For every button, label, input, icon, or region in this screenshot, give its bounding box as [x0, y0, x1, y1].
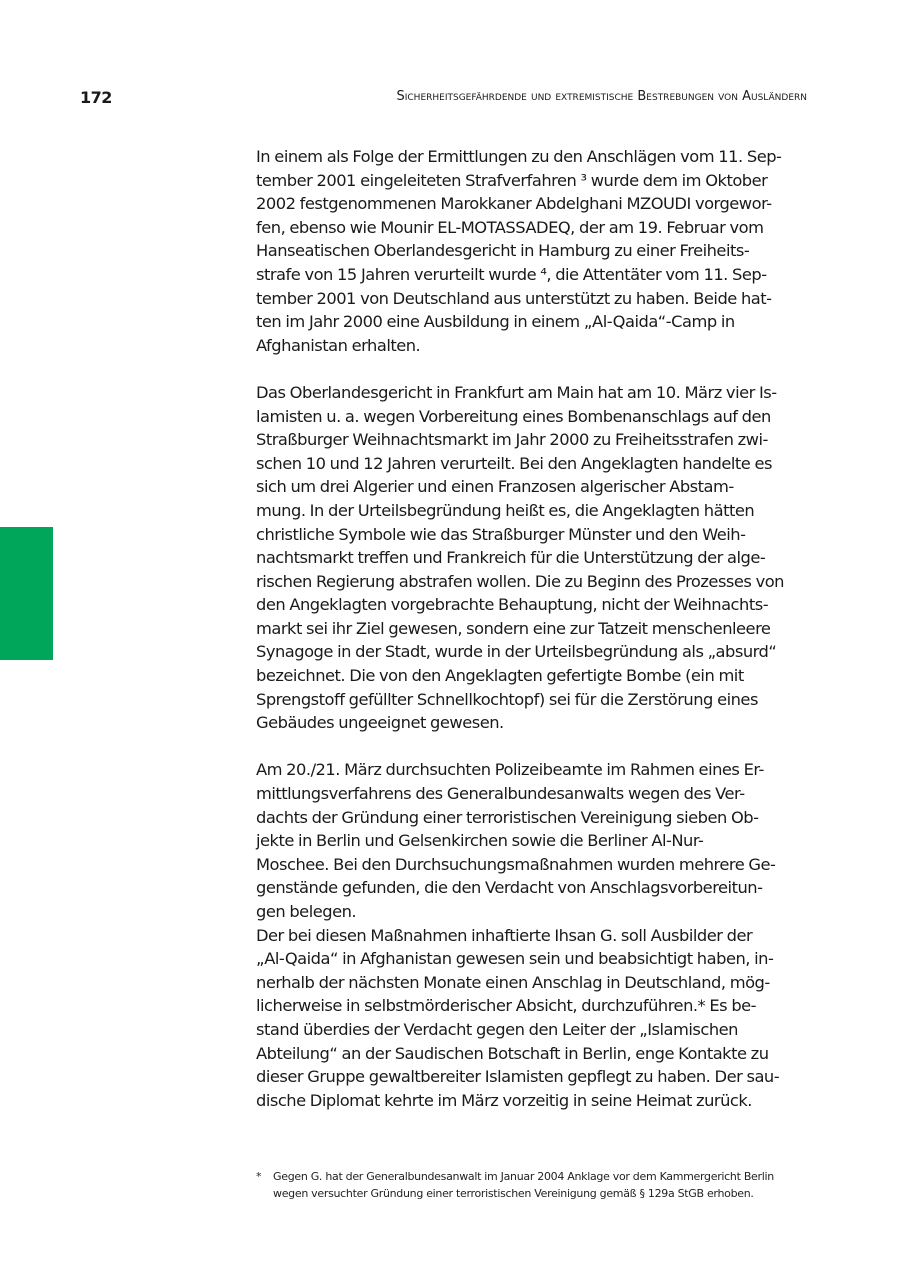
footnote-text — [273, 1168, 816, 1202]
page-number: 172 — [80, 88, 112, 107]
paragraph — [256, 758, 816, 1112]
text-line: licherweise in selbstmörderischer Absicht, durchzuführen.* Es be- — [256, 996, 757, 1016]
text-line: In einem als Folge der Ermittlungen zu den Anschlägen vom 11. Sep- — [256, 147, 782, 166]
text-line: ten im Jahr 2000 eine Ausbildung in einem „Al-Qaida“-Camp in — [256, 312, 735, 332]
text-line: tember 2001 von Deutschland aus unterstützt zu haben. Beide hat- — [256, 288, 772, 308]
text-line: mittlungsverfahrens des Generalbundesanwalts wegen des Ver- — [256, 784, 745, 804]
text-line: Am 20./21. März durchsuchten Polizeibeamte im Rahmen eines Er- — [256, 760, 764, 780]
footnote-line: Gegen G. hat der Generalbundesanwalt im Januar 2004 Anklage vor dem Kammergericht Berlin — [273, 1170, 774, 1183]
text-line: mung. In der Urteilsbegründung heißt es, die Angeklagten hätten — [256, 500, 755, 520]
text-line: bezeichnet. Die von den Angeklagten gefertigte Bombe (ein mit — [256, 666, 744, 686]
text-line: genstände gefunden, die den Verdacht von Anschlagsvorbereitun- — [256, 878, 763, 898]
text-line: strafe von 15 Jahren verurteilt wurde ⁴, die Attentäter vom 11. Sep- — [256, 264, 767, 284]
text-line: Das Oberlandesgericht in Frankfurt am Main hat am 10. März vier Is- — [256, 382, 777, 402]
text-line: Afghanistan erhalten. — [256, 335, 421, 355]
text-line: dieser Gruppe gewaltbereiter Islamisten gepflegt zu haben. Der sau- — [256, 1067, 780, 1087]
text-line: tember 2001 eingeleiteten Strafverfahren ³ wurde dem im Oktober — [256, 170, 768, 190]
text-line: Synagoge in der Stadt, wurde in der Urteilsbegründung als „absurd“ — [256, 642, 777, 662]
text-line: rischen Regierung abstrafen wollen. Die zu Beginn des Prozesses von — [256, 571, 785, 591]
running-header: Sicherheitsgefährdende und extremistische Bestrebungen von Ausländern — [396, 89, 807, 104]
text-line: Straßburger Weihnachtsmarkt im Jahr 2000 zu Freiheitsstrafen zwi- — [256, 430, 768, 450]
paragraph — [256, 381, 816, 735]
paragraph — [256, 145, 816, 357]
footnote-marker: * — [256, 1170, 262, 1183]
text-line: christliche Symbole wie das Straßburger Münster und den Weih- — [256, 524, 746, 544]
text-line: jekte in Berlin und Gelsenkirchen sowie die Berliner Al-Nur- — [256, 831, 704, 851]
body-text — [256, 145, 816, 1112]
chapter-side-tab — [0, 527, 53, 660]
text-line: Der bei diesen Maßnahmen inhaftierte Ihsan G. soll Ausbilder der — [256, 925, 753, 945]
text-line: Gebäudes ungeeignet gewesen. — [256, 713, 504, 733]
paragraph-spacer — [256, 357, 816, 381]
text-line: markt sei ihr Ziel gewesen, sondern eine zur Tatzeit menschenleere — [256, 618, 771, 638]
text-line: dische Diplomat kehrte im März vorzeitig in seine Heimat zurück. — [256, 1090, 752, 1110]
text-line: Sprengstoff gefüllter Schnellkochtopf) sei für die Zerstörung eines — [256, 689, 758, 709]
text-line: dachts der Gründung einer terroristischen Vereinigung sieben Ob- — [256, 807, 759, 827]
text-line: Moschee. Bei den Durchsuchungsmaßnahmen wurden mehrere Ge- — [256, 854, 776, 874]
text-line: 2002 festgenommenen Marokkaner Abdelghani MZOUDI vorgewor- — [256, 194, 772, 214]
text-line: den Angeklagten vorgebrachte Behauptung, nicht der Weihnachts- — [256, 595, 769, 615]
text-line: sich um drei Algerier und einen Franzosen algerischer Abstam- — [256, 477, 734, 497]
text-line: stand überdies der Verdacht gegen den Leiter der „Islamischen — [256, 1019, 738, 1039]
footnote — [256, 1168, 816, 1202]
text-line: gen belegen. — [256, 902, 357, 921]
text-line: Abteilung“ an der Saudischen Botschaft in Berlin, enge Kontakte zu — [256, 1043, 769, 1063]
footnote-line: wegen versuchter Gründung einer terroristischen Vereinigung gemäß § 129a StGB erhoben. — [273, 1187, 754, 1200]
text-line: Hanseatischen Oberlandesgericht in Hamburg zu einer Freiheits- — [256, 241, 750, 261]
text-line: nerhalb der nächsten Monate einen Anschlag in Deutschland, mög- — [256, 972, 770, 992]
paragraph-spacer — [256, 735, 816, 759]
text-line: „Al-Qaida“ in Afghanistan gewesen sein und beabsichtigt haben, in- — [256, 949, 774, 969]
text-line: schen 10 und 12 Jahren verurteilt. Bei den Angeklagten handelte es — [256, 453, 772, 473]
text-line: lamisten u. a. wegen Vorbereitung eines Bombenanschlags auf den — [256, 406, 771, 426]
text-line: nachtsmarkt treffen und Frankreich für die Unterstützung der alge- — [256, 548, 766, 568]
text-line: fen, ebenso wie Mounir EL-MOTASSADEQ, der am 19. Februar vom — [256, 217, 764, 237]
